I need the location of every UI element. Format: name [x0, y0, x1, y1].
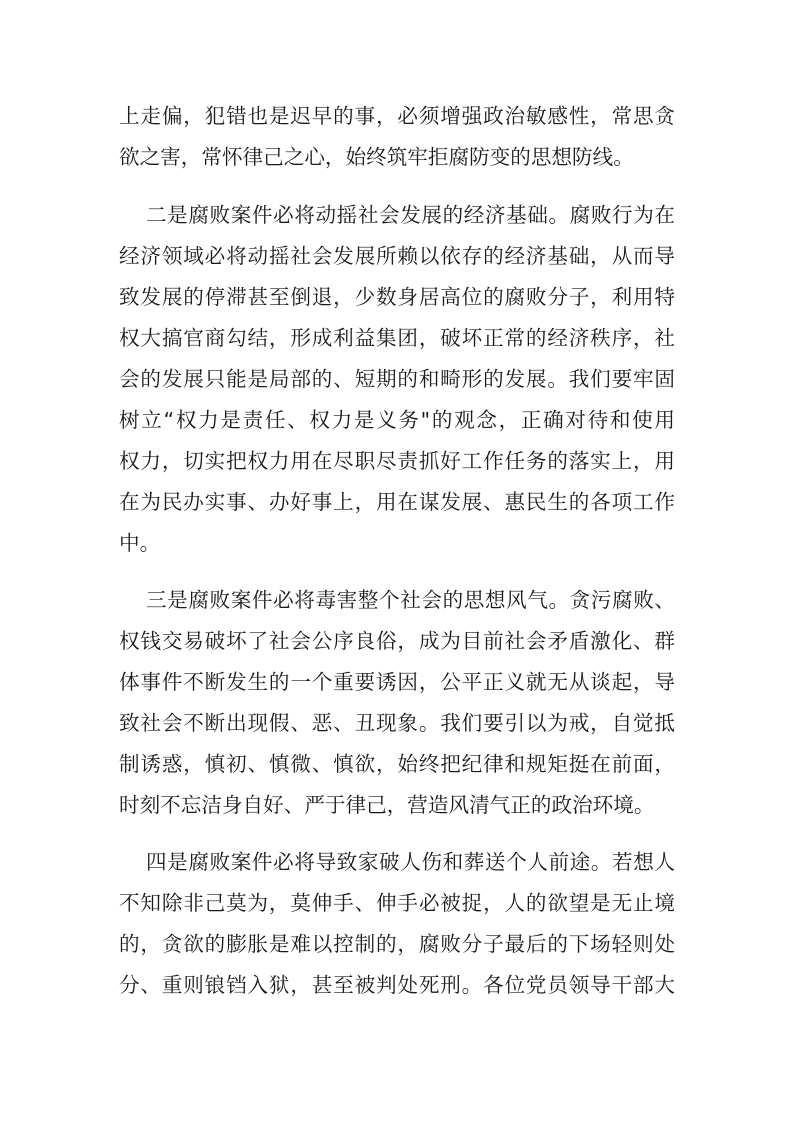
- paragraph-line: 三是腐败案件必将毒害整个社会的思想风气。贪污腐败、: [146, 588, 675, 612]
- paragraph-line: 树立“权力是责任、权力是义务"的观念，正确对待和使用: [119, 408, 675, 432]
- paragraph-line: 在为民办实事、办好事上，用在谋发展、惠民生的各项工作: [119, 490, 675, 514]
- paragraph-line: 欲之害，常怀律己之心，始终筑牢拒腐防变的思想防线。: [119, 145, 634, 169]
- paragraph-line: 致社会不断出现假、恶、丑现象。我们要引以为戒，自觉抵: [119, 711, 675, 735]
- paragraph-line: 上走偏，犯错也是迟早的事，必须增强政治敏感性，常思贪: [119, 104, 675, 128]
- paragraph-line: 时刻不忘洁身自好、严于律己，营造风清气正的政治环境。: [119, 793, 655, 817]
- paragraph-line: 不知除非己莫为，莫伸手、伸手必被捉，人的欲望是无止境: [119, 891, 675, 915]
- paragraph-line: 权钱交易破坏了社会公序良俗，成为目前社会矛盾激化、群: [119, 629, 675, 653]
- paragraph-line: 四是腐败案件必将导致家破人伤和葬送个人前途。若想人: [146, 850, 675, 874]
- paragraph-line: 制诱惑，慎初、慎微、慎欲，始终把纪律和规矩挺在前面，: [119, 752, 675, 776]
- paragraph-line: 经济领域必将动摇社会发展所赖以依存的经济基础，从而导: [119, 244, 675, 268]
- paragraph-line: 中。: [119, 531, 161, 555]
- paragraph-line: 的，贪欲的膨胀是难以控制的，腐败分子最后的下场轻则处: [119, 932, 675, 956]
- paragraph-line: 体事件不断发生的一个重要诱因，公平正义就无从谈起，导: [119, 670, 675, 694]
- paragraph-line: 权力，切实把权力用在尽职尽责抓好工作任务的落实上，用: [119, 449, 675, 473]
- paragraph-line: 分、重则锒铛入狱，甚至被判处死刑。各位党员领导干部大: [119, 973, 675, 997]
- paragraph-line: 致发展的停滞甚至倒退，少数身居高位的腐败分子，利用特: [119, 285, 675, 309]
- paragraph-line: 会的发展只能是局部的、短期的和畸形的发展。我们要牢固: [119, 367, 675, 391]
- paragraph-line: 权大搞官商勾结，形成利益集团，破坏正常的经济秩序，社: [119, 326, 675, 350]
- paragraph-line: 二是腐败案件必将动摇社会发展的经济基础。腐败行为在: [146, 203, 675, 227]
